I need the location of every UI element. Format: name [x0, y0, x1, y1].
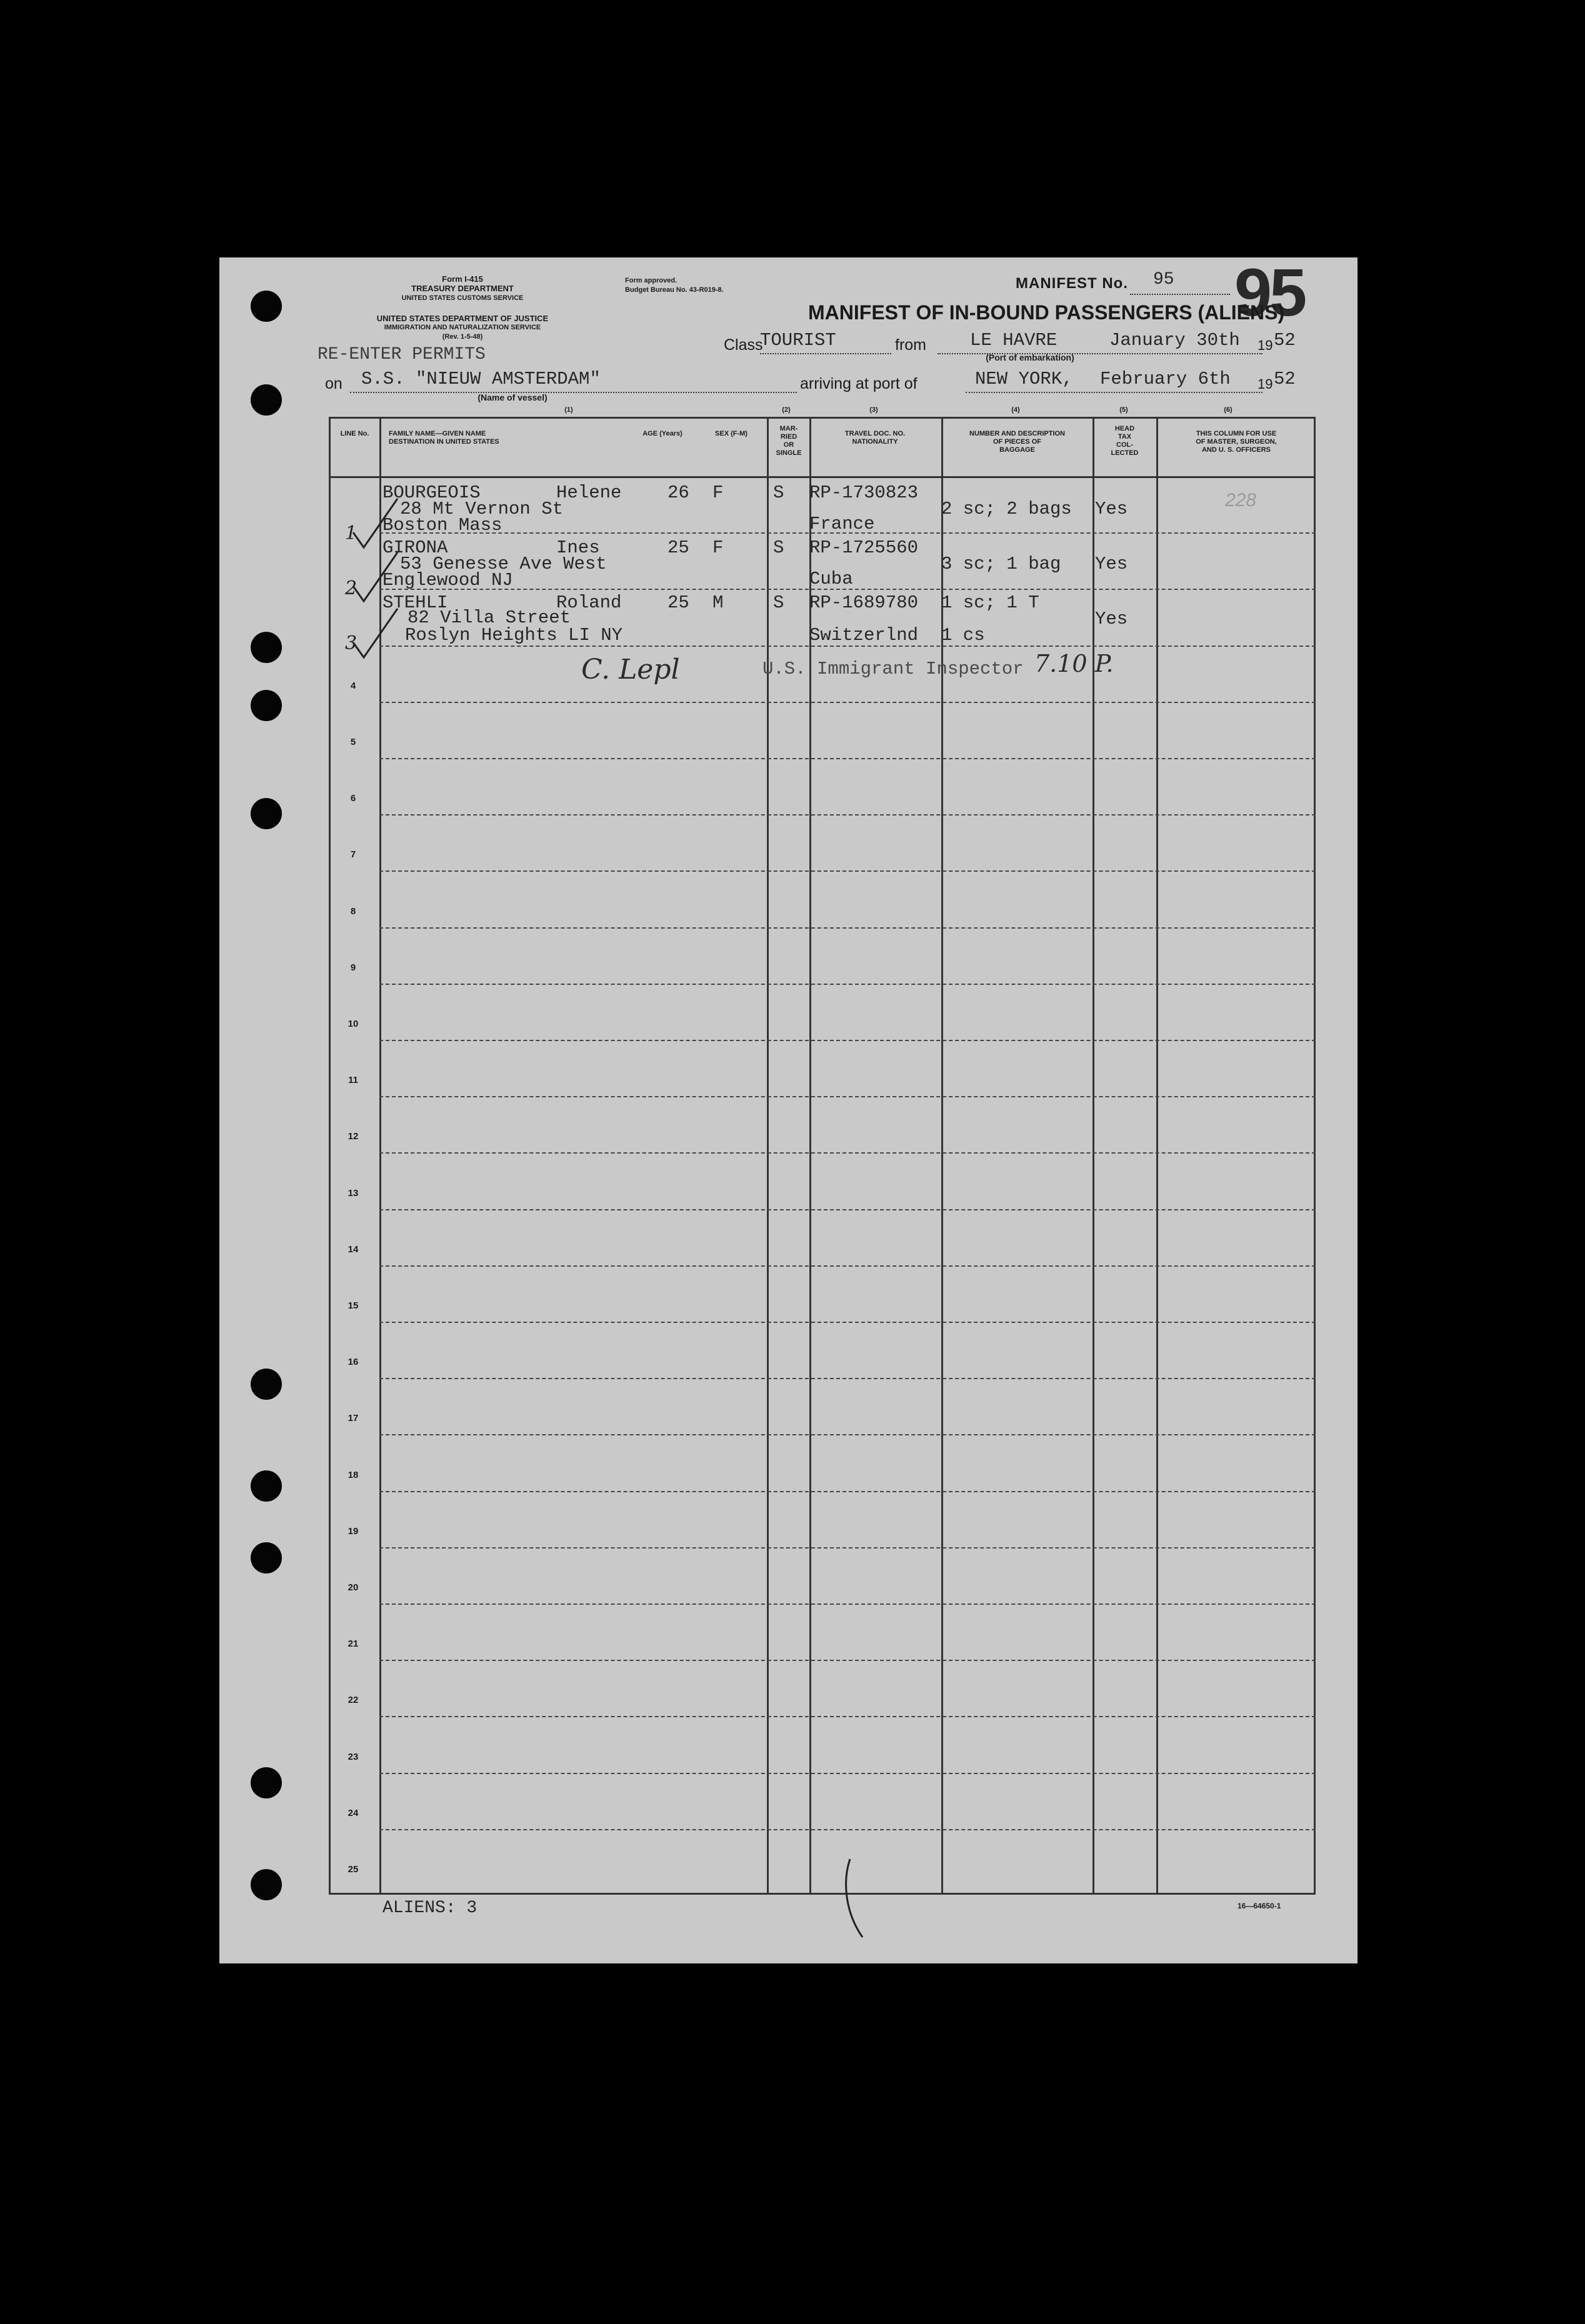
header-sex: SEX (F-M): [715, 430, 748, 437]
binder-hole: [251, 291, 282, 322]
line-number: 4: [350, 680, 356, 691]
passenger-2-address-1: 53 Genesse Ave West: [400, 554, 607, 574]
header-baggage-2: OF PIECES OF: [992, 438, 1041, 446]
row-divider: [379, 870, 1316, 872]
line-number: 24: [348, 1807, 359, 1818]
row-divider: [379, 984, 1316, 985]
row-divider: [379, 1265, 1316, 1267]
row-divider: [379, 1547, 1316, 1549]
header-nationality: NATIONALITY: [852, 438, 898, 446]
header-line-no: LINE No.: [340, 430, 369, 437]
passenger-1-check-number: 1: [345, 522, 358, 544]
passenger-3-address-1: 82 Villa Street: [408, 607, 571, 628]
passenger-2-sex: F: [712, 537, 724, 558]
passenger-3-given: Roland: [556, 592, 622, 613]
justice-dept: UNITED STATES DEPARTMENT OF JUSTICE: [376, 314, 549, 323]
passenger-2-marital: S: [773, 537, 784, 558]
row-divider: [379, 1040, 1316, 1041]
from-value: LE HAVRE: [970, 330, 1058, 351]
row-divider: [379, 1209, 1316, 1210]
vessel-label: (Name of vessel): [478, 392, 548, 402]
passenger-3-travel-doc: RP-1689780: [809, 592, 919, 613]
inspector-initials: 7.10 P.: [1034, 650, 1114, 677]
passenger-1-family: BOURGEOIS: [382, 482, 481, 503]
from-label: from: [895, 336, 926, 354]
column-number-6: (6): [1224, 406, 1232, 414]
row-divider: [379, 1603, 1316, 1605]
manifest-stamp-number: 95: [1234, 254, 1305, 330]
binder-hole: [251, 1869, 282, 1900]
passenger-3-marital: S: [773, 592, 784, 613]
pen-stroke-mark: [838, 1856, 875, 1950]
line-number: 22: [348, 1695, 359, 1706]
binder-hole: [251, 1542, 282, 1573]
column-number-5: (5): [1119, 406, 1128, 414]
passenger-2-travel-doc: RP-1725560: [809, 537, 919, 558]
footer-form-code: 16—64650-1: [1238, 1902, 1281, 1910]
header-destination: DESTINATION IN UNITED STATES: [389, 438, 499, 446]
check-mark-icon: [350, 605, 400, 661]
row-divider: [379, 814, 1316, 815]
inspector-signature: C. Lepl: [581, 654, 680, 686]
line-number: 25: [348, 1864, 359, 1875]
departure-year-prefix: 19: [1258, 337, 1273, 353]
row-divider: [379, 1773, 1316, 1774]
row-divider: [379, 1716, 1316, 1717]
departure-year: 52: [1274, 330, 1296, 351]
page-title: MANIFEST OF IN-BOUND PASSENGERS (ALIENS): [808, 301, 1285, 324]
header-baggage-3: BAGGAGE: [999, 446, 1035, 454]
binder-hole: [251, 798, 282, 829]
customs-service: UNITED STATES CUSTOMS SERVICE: [401, 294, 524, 302]
row-divider: [379, 927, 1316, 929]
line-number: 5: [350, 737, 356, 747]
arrival-port: NEW YORK,: [975, 369, 1073, 389]
class-value: TOURIST: [760, 330, 836, 351]
arriving-label: arriving at port of: [800, 375, 918, 392]
passenger-2-address-2: Englewood NJ: [382, 570, 513, 591]
passenger-1-marital: S: [773, 482, 784, 503]
line-number: 11: [348, 1075, 358, 1086]
header-headtax-2: TAX: [1118, 433, 1132, 441]
form-number: Form I-415: [442, 274, 483, 284]
passenger-1-baggage: 2 sc; 2 bags: [941, 499, 1072, 519]
header-name: FAMILY NAME—GIVEN NAME: [389, 430, 486, 437]
passenger-2-given: Ines: [556, 537, 600, 558]
header-officer-2: OF MASTER, SURGEON,: [1196, 438, 1277, 446]
binder-hole: [251, 1767, 282, 1798]
passenger-3-check-number: 3: [345, 632, 358, 654]
passenger-1-address-2: Boston Mass: [382, 515, 502, 536]
passenger-1-headtax: Yes: [1095, 499, 1128, 519]
row-divider: [379, 1152, 1316, 1154]
line-number: 10: [348, 1019, 359, 1029]
reentry-permits: RE-ENTER PERMITS: [318, 345, 486, 364]
passenger-2-check-number: 2: [345, 577, 358, 599]
line-number: 18: [348, 1469, 359, 1480]
binder-hole: [251, 1369, 282, 1400]
row-divider: [379, 1660, 1316, 1661]
header-travel-doc: TRAVEL DOC. NO.: [844, 430, 906, 437]
row-divider: [379, 1434, 1316, 1435]
line-number: 9: [350, 962, 356, 973]
binder-hole: [251, 1470, 282, 1502]
line-number: 17: [348, 1413, 359, 1424]
line-number: 15: [348, 1300, 359, 1311]
header-married-2: RIED: [780, 433, 798, 441]
passenger-1-address-1: 28 Mt Vernon St: [400, 499, 564, 519]
vessel-name: S.S. "NIEUW AMSTERDAM": [361, 369, 601, 389]
header-married-1: MAR-: [779, 425, 798, 432]
arrival-year-prefix: 19: [1258, 376, 1273, 392]
passenger-2-family: GIRONA: [382, 537, 448, 558]
passenger-3-baggage-2: 1 cs: [941, 625, 985, 646]
row-divider: [379, 1491, 1316, 1492]
line-number: 23: [348, 1751, 359, 1762]
passenger-2-age: 25: [668, 537, 689, 558]
header-married-4: SINGLE: [776, 449, 802, 457]
passenger-2-baggage: 3 sc; 1 bag: [941, 554, 1061, 574]
line-number: 20: [348, 1582, 359, 1593]
aliens-total: ALIENS: 3: [382, 1898, 478, 1918]
row-divider: [379, 1829, 1316, 1830]
header-age: AGE (Years): [642, 430, 682, 437]
passenger-2-headtax: Yes: [1095, 554, 1128, 574]
line-number: 21: [348, 1638, 359, 1650]
form-revision: (Rev. 1-5-48): [442, 333, 483, 341]
on-label: on: [325, 375, 342, 392]
passenger-3-family: STEHLI: [382, 592, 448, 613]
manifest-no-value: 95: [1153, 270, 1174, 289]
passenger-1-sex: F: [712, 482, 724, 503]
passenger-3-nationality: Switzerlnd: [809, 625, 919, 646]
passenger-1-nationality: France: [809, 514, 875, 534]
binder-hole: [251, 690, 282, 721]
line-number: 12: [348, 1131, 359, 1142]
port-embarkation-label: (Port of embarkation): [986, 352, 1074, 362]
departure-date: January 30th: [1109, 330, 1240, 351]
line-number: 7: [350, 849, 356, 860]
passenger-1-officer-note: 228: [1225, 490, 1257, 511]
header-headtax-1: HEAD: [1114, 425, 1135, 432]
header-officer-3: AND U. S. OFFICERS: [1201, 446, 1271, 454]
row-divider: [379, 758, 1316, 759]
arrival-date: February 6th: [1100, 369, 1231, 389]
passenger-3-baggage: 1 sc; 1 T: [941, 592, 1039, 613]
column-number-1: (1): [564, 406, 573, 414]
column-number-2: (2): [782, 406, 791, 414]
manifest-no-label: MANIFEST No.: [1016, 275, 1128, 292]
header-headtax-3: COL-: [1116, 441, 1133, 449]
passenger-3-age: 25: [668, 592, 689, 613]
form-approved: Form approved.: [625, 277, 678, 284]
ins-service: IMMIGRATION AND NATURALIZATION SERVICE: [384, 324, 541, 331]
line-number: 16: [348, 1357, 359, 1368]
column-number-3: (3): [869, 406, 878, 414]
class-label: Class: [724, 336, 763, 354]
passenger-3-sex: M: [712, 592, 724, 613]
header-baggage-1: NUMBER AND DESCRIPTION: [969, 430, 1065, 437]
row-divider: [379, 1322, 1316, 1323]
passenger-3-headtax: Yes: [1095, 609, 1128, 629]
header-officer-1: THIS COLUMN FOR USE: [1196, 430, 1277, 437]
line-number: 8: [350, 905, 356, 917]
line-number: 6: [350, 793, 356, 804]
passenger-1-age: 26: [668, 482, 689, 503]
row-divider: [379, 702, 1316, 703]
binder-hole: [251, 384, 282, 416]
arrival-year: 52: [1274, 369, 1296, 389]
budget-bureau: Budget Bureau No. 43-R019-8.: [625, 286, 724, 294]
column-number-4: (4): [1011, 406, 1020, 414]
line-number: 14: [348, 1244, 359, 1255]
header-married-3: OR: [783, 441, 794, 449]
header-headtax-4: LECTED: [1111, 449, 1139, 457]
line-number: 19: [348, 1525, 359, 1537]
passenger-1-travel-doc: RP-1730823: [809, 482, 919, 503]
passenger-1-given: Helene: [556, 482, 622, 503]
passenger-2-nationality: Cuba: [809, 569, 853, 589]
binder-hole: [251, 632, 282, 663]
row-divider: [379, 1378, 1316, 1379]
passenger-3-address-2: Roslyn Heights LI NY: [405, 625, 623, 646]
line-number: 13: [348, 1187, 359, 1199]
row-divider: [379, 1096, 1316, 1097]
inspector-label: U.S. Immigrant Inspector: [762, 659, 1024, 679]
treasury-dept: TREASURY DEPARTMENT: [411, 284, 514, 293]
